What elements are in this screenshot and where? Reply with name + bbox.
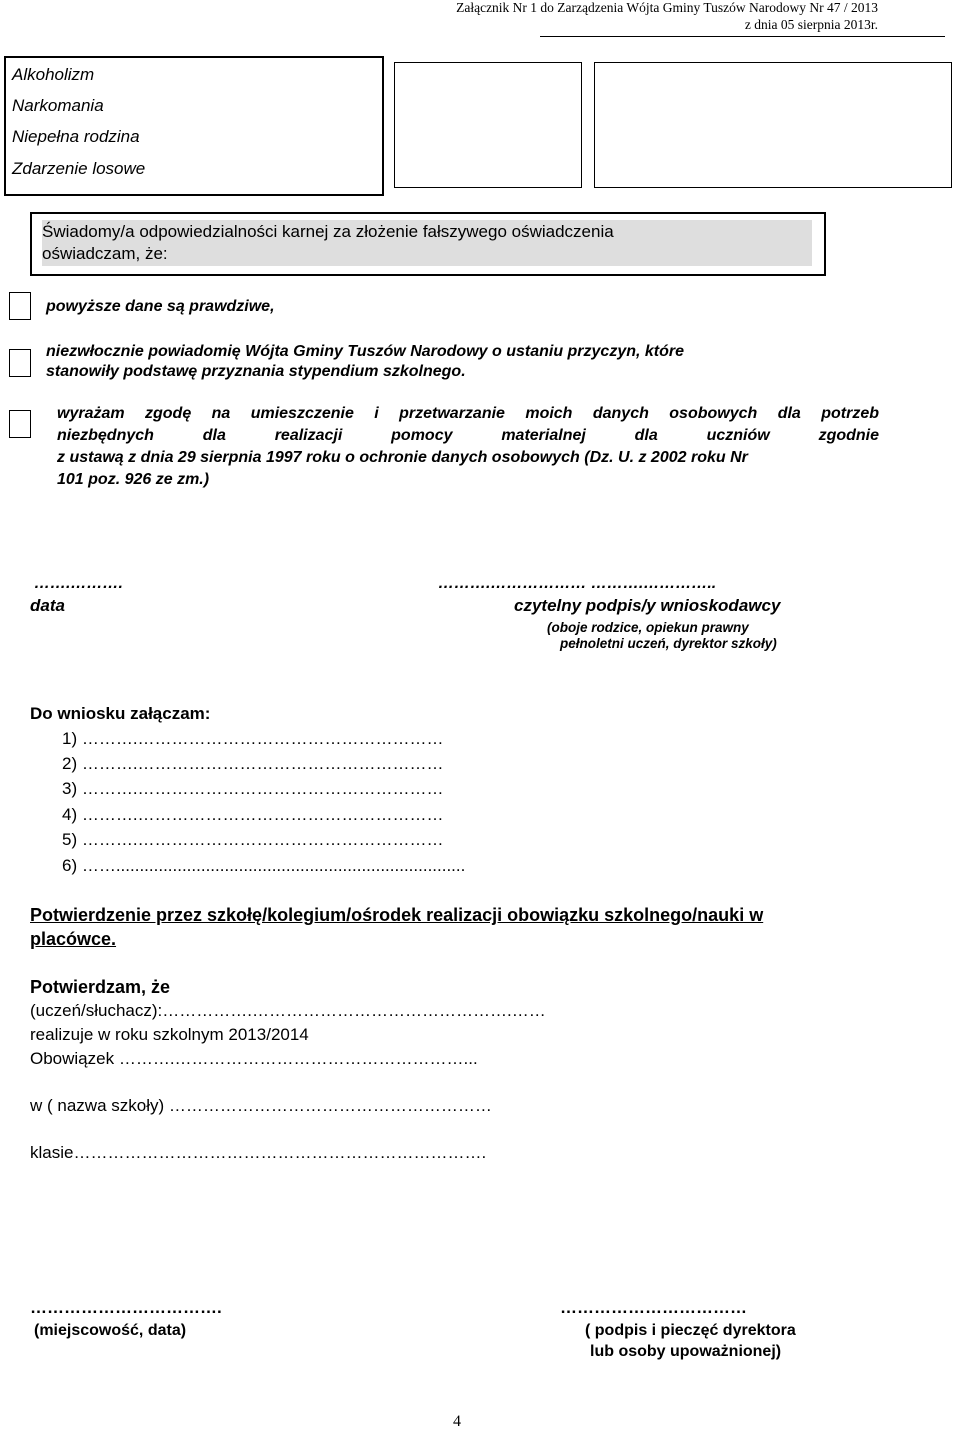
statement-notify-line2: stanowiły podstawę przyznania stypendium szkolnego. — [46, 363, 466, 380]
applicant-signature-label: czytelny podpis/y wnioskodawcy — [514, 596, 781, 615]
director-signature-line: …………………………… — [560, 1298, 747, 1317]
school-year-text: realizuje w roku szkolnym 2013/2014 — [30, 1025, 309, 1044]
obligation-field: Obowiązek ……….……………………………………………... — [30, 1049, 478, 1068]
header-date-line: z dnia 05 sierpnia 2013r. — [744, 17, 878, 32]
statement-consent-line4: 101 poz. 926 ze zm.) — [57, 471, 210, 488]
situations-column-2 — [394, 62, 582, 188]
place-date-label: (miejscowość, data) — [34, 1322, 187, 1339]
applicant-note-line1: (oboje rodzice, opiekun prawny — [547, 620, 749, 635]
situation-incomplete-family: Niepełna rodzina — [12, 127, 140, 146]
student-field: (uczeń/słuchacz):…………….……………………………………….…… — [30, 1001, 546, 1020]
attachments-title: Do wniosku załączam: — [30, 704, 211, 723]
statement-consent-line2: niezbędnych dla realizacji pomocy materialnej dla uczniów zgodnie — [57, 427, 879, 444]
date-label: data — [30, 596, 65, 615]
attachment-item-2: 2) ……….……………………………………………… — [62, 754, 444, 773]
school-name-field: w ( nazwa szkoły) ………………………………………………… — [30, 1096, 492, 1115]
header-attachment-line: Załącznik Nr 1 do Zarządzenia Wójta Gminy Tuszów Narodowy Nr 47 / 2013 — [456, 0, 878, 15]
applicant-signature-line: ……….……………… ……….………….. — [438, 575, 717, 592]
attachment-item-5: 5) ……….……………………………………………… — [62, 830, 444, 849]
confirm-title: Potwierdzam, że — [30, 977, 171, 997]
place-date-line: ……………………………. — [30, 1298, 222, 1317]
attachment-item-3: 3) ……….……………………………………………… — [62, 779, 444, 798]
declaration-text-line1: Świadomy/a odpowiedzialności karnej za złożenie fałszywego oświadczenia — [42, 222, 614, 241]
applicant-note-line2: pełnoletni uczeń, dyrektor szkoły) — [560, 636, 777, 651]
attachment-item-6: 6) …….......................................................................... — [62, 856, 466, 875]
class-field: klasie………………………………………………………………. — [30, 1143, 487, 1162]
date-signature-line: …….………. — [34, 575, 123, 592]
statement-consent-checkbox[interactable] — [9, 410, 31, 438]
attachment-item-4: 4) ……….……………………………………………… — [62, 805, 444, 824]
header-rule — [540, 36, 945, 37]
situations-column-3 — [594, 62, 952, 188]
statement-true-text: powyższe dane są prawdziwe, — [46, 298, 275, 315]
statement-consent-line1: wyrażam zgodę na umieszczenie i przetwarzanie moich danych osobowych dla potrzeb — [57, 405, 879, 422]
attachment-item-1: 1) ……….……………………………………………… — [62, 729, 444, 748]
situation-alcoholism: Alkoholizm — [12, 65, 95, 84]
situation-drug-addiction: Narkomania — [12, 96, 104, 115]
confirmation-heading-line2: placówce. — [30, 929, 117, 949]
statement-true-checkbox[interactable] — [9, 292, 31, 320]
confirmation-heading-line1: Potwierdzenie przez szkołę/kolegium/ośrodek realizacji obowiązku szkolnego/nauki w — [30, 905, 764, 925]
director-label-line1: ( podpis i pieczęć dyrektora — [585, 1322, 796, 1339]
declaration-text-line2: oświadczam, że: — [42, 244, 168, 263]
statement-notify-line1: niezwłocznie powiadomię Wójta Gminy Tuszów Narodowy o ustaniu przyczyn, które — [46, 343, 685, 360]
statement-consent-line3: z ustawą z dnia 29 sierpnia 1997 roku o ochronie danych osobowych (Dz. U. z 2002 roku Nr — [57, 449, 748, 466]
page-number: 4 — [453, 1413, 461, 1430]
situation-random-event: Zdarzenie losowe — [12, 159, 146, 178]
director-label-line2: lub osoby upoważnionej) — [590, 1343, 782, 1360]
statement-notify-checkbox[interactable] — [9, 349, 31, 377]
